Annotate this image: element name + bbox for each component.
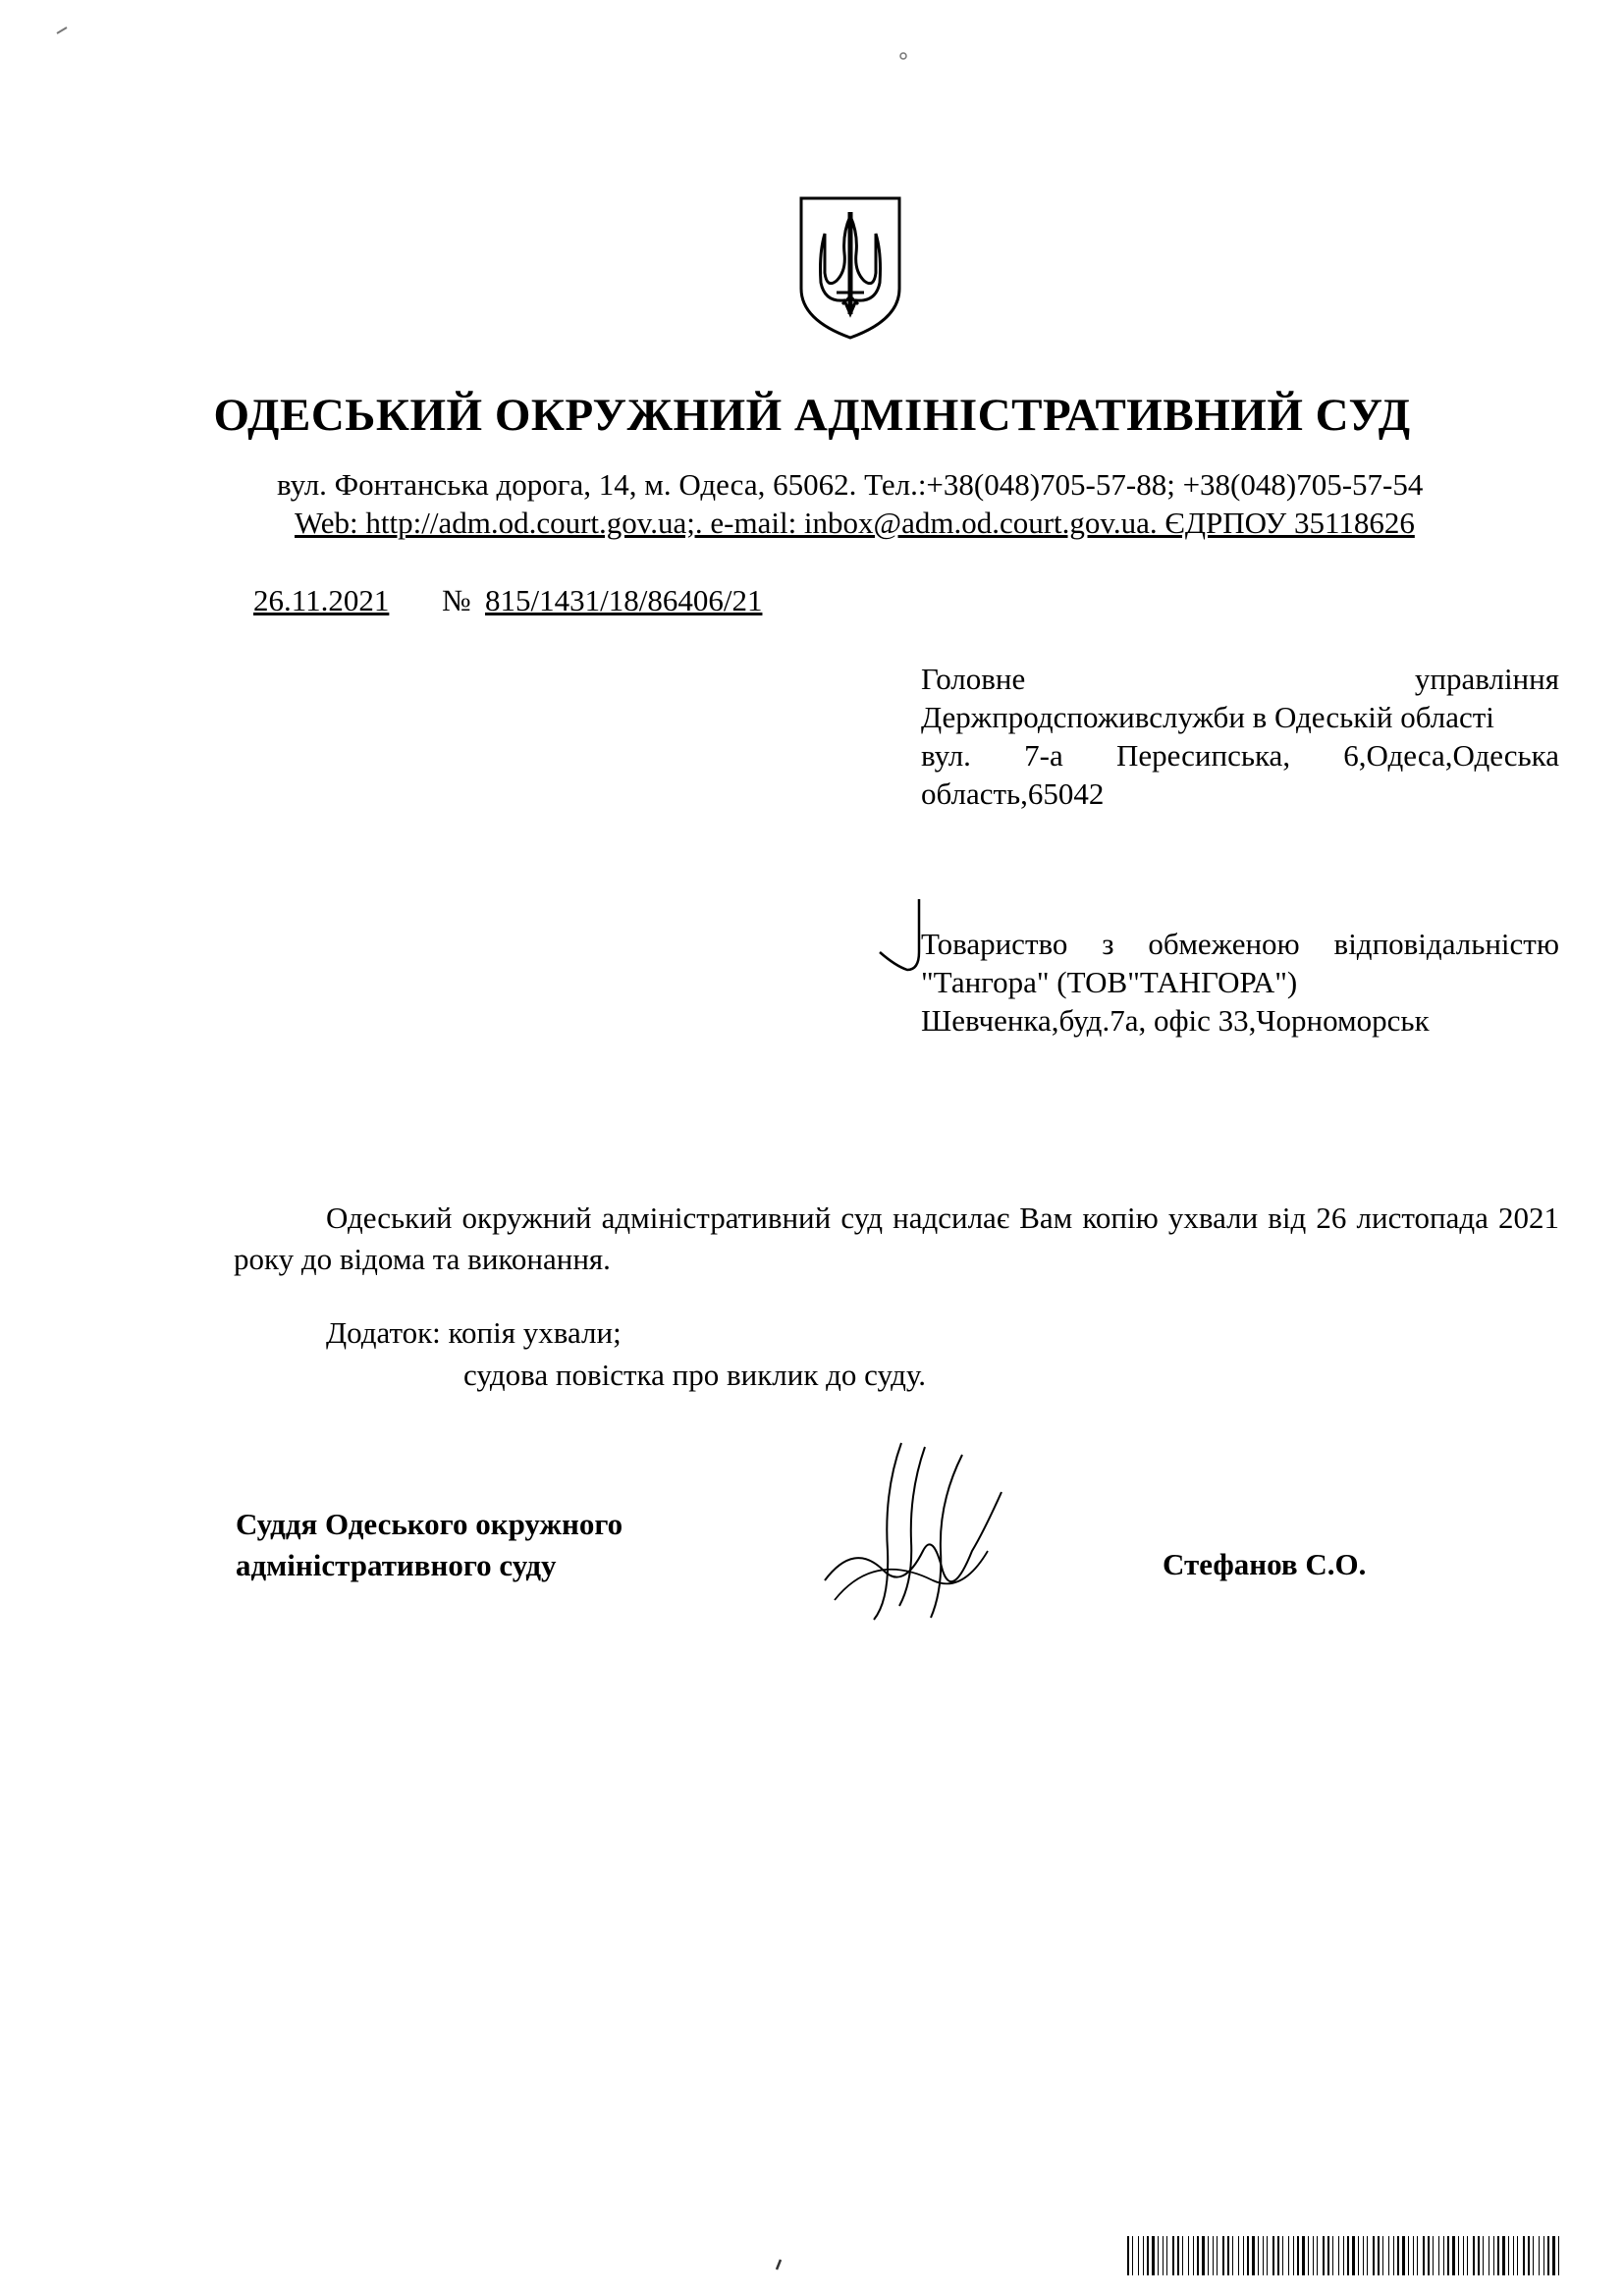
handwritten-signature bbox=[815, 1433, 1031, 1629]
barcode-bar bbox=[1393, 2236, 1394, 2275]
barcode-bar bbox=[1158, 2236, 1159, 2275]
barcode-bar bbox=[1558, 2236, 1559, 2275]
barcode-bar bbox=[1478, 2236, 1480, 2275]
barcode-bar bbox=[1483, 2236, 1484, 2275]
attachment-line-2: судова повістка про виклик до суду. bbox=[463, 1358, 926, 1392]
barcode-bar bbox=[1413, 2236, 1414, 2275]
barcode-bar bbox=[1358, 2236, 1359, 2275]
recipient-1-line-1-left: Головне bbox=[921, 662, 1026, 696]
barcode-bar bbox=[1388, 2236, 1389, 2275]
barcode-bar bbox=[1428, 2236, 1430, 2275]
judge-name: Стефанов С.О. bbox=[1163, 1547, 1367, 1581]
barcode-bar bbox=[1347, 2236, 1349, 2275]
barcode-bar bbox=[1313, 2236, 1314, 2275]
barcode-bar bbox=[1417, 2236, 1418, 2275]
barcode-bar bbox=[1132, 2236, 1133, 2275]
barcode-bar bbox=[1452, 2236, 1455, 2275]
barcode-bar bbox=[1302, 2236, 1305, 2275]
barcode-bar bbox=[1258, 2236, 1259, 2275]
recipient-1-line-2: Держпродспоживслужби в Одеській області bbox=[921, 700, 1494, 734]
barcode-bar bbox=[1213, 2236, 1214, 2275]
barcode-bar bbox=[1227, 2236, 1229, 2275]
barcode-bar bbox=[1397, 2236, 1399, 2275]
barcode-bar bbox=[1497, 2236, 1499, 2275]
barcode-bar bbox=[1288, 2236, 1289, 2275]
recipient-1 bbox=[921, 660, 1559, 813]
scan-mark bbox=[897, 51, 909, 61]
barcode-bar bbox=[1143, 2236, 1144, 2275]
coat-of-arms-icon bbox=[797, 194, 903, 342]
barcode-bar bbox=[1447, 2236, 1449, 2275]
barcode-bar bbox=[1402, 2236, 1405, 2275]
barcode-bar bbox=[1493, 2236, 1494, 2275]
barcode-bar bbox=[1217, 2236, 1218, 2275]
barcode-bar bbox=[1308, 2236, 1309, 2275]
barcode-bar bbox=[1352, 2236, 1355, 2275]
barcode-bar bbox=[1147, 2236, 1149, 2275]
barcode-bar bbox=[1238, 2236, 1239, 2275]
barcode-bar bbox=[1172, 2236, 1174, 2275]
court-address: вул. Фонтанська дорога, 14, м. Одеса, 65062. Тел.:+38(048)705-57-88; +38(048)705-57-54 bbox=[277, 467, 1424, 502]
barcode-bar bbox=[1127, 2236, 1129, 2275]
court-web-contacts: Web: http://adm.od.court.gov.ua;. e-mail: inbox@adm.od.court.gov.ua. ЄДРПОУ 35118626 bbox=[295, 506, 1415, 540]
barcode-bar bbox=[1473, 2236, 1475, 2275]
outgoing-date: 26.11.2021 bbox=[253, 583, 390, 617]
barcode-bar bbox=[1208, 2236, 1209, 2275]
barcode-bar bbox=[1152, 2236, 1155, 2275]
recipient-1-line-4: область,65042 bbox=[921, 776, 1105, 811]
barcode-bar bbox=[1202, 2236, 1205, 2275]
barcode-bar bbox=[1247, 2236, 1249, 2275]
handwritten-checkmark-icon bbox=[876, 895, 923, 976]
barcode-bar bbox=[1463, 2236, 1464, 2275]
barcode-bar bbox=[1438, 2236, 1439, 2275]
recipient-2-line-2: "Тангора" (ТОВ"ТАНГОРА") bbox=[921, 965, 1298, 999]
attachment-line-1: Додаток: копія ухвали; bbox=[326, 1315, 622, 1350]
barcode-bar bbox=[1252, 2236, 1255, 2275]
barcode-bar bbox=[1443, 2236, 1444, 2275]
barcode-bar bbox=[1272, 2236, 1274, 2275]
barcode bbox=[1127, 2236, 1565, 2275]
court-name: ОДЕСЬКИЙ ОКРУЖНИЙ АДМІНІСТРАТИВНИЙ СУД bbox=[213, 390, 1411, 441]
scan-mark bbox=[774, 2258, 784, 2271]
barcode-bar bbox=[1373, 2236, 1375, 2275]
barcode-bar bbox=[1317, 2236, 1318, 2275]
barcode-bar bbox=[1367, 2236, 1368, 2275]
letter-body-paragraph: Одеський окружний адміністративний суд надсилає Вам копію ухвали від 26 листопада 2021 року до відома та виконання. bbox=[234, 1201, 1559, 1276]
judge-title bbox=[236, 1504, 623, 1586]
barcode-bar bbox=[1408, 2236, 1409, 2275]
barcode-bar bbox=[1539, 2236, 1540, 2275]
barcode-bar bbox=[1182, 2236, 1183, 2275]
barcode-bar bbox=[1517, 2236, 1518, 2275]
barcode-bar bbox=[1458, 2236, 1459, 2275]
recipient-1-line-1 bbox=[921, 660, 1559, 698]
barcode-bar bbox=[1138, 2236, 1139, 2275]
barcode-bar bbox=[1332, 2236, 1333, 2275]
outgoing-number: 815/1431/18/86406/21 bbox=[485, 583, 763, 617]
barcode-bar bbox=[1222, 2236, 1224, 2275]
barcode-bar bbox=[1323, 2236, 1325, 2275]
barcode-bar bbox=[1552, 2236, 1555, 2275]
barcode-bar bbox=[1243, 2236, 1244, 2275]
barcode-bar bbox=[1502, 2236, 1505, 2275]
barcode-bar bbox=[1378, 2236, 1380, 2275]
barcode-bar bbox=[1528, 2236, 1530, 2275]
barcode-bar bbox=[1543, 2236, 1544, 2275]
barcode-bar bbox=[1338, 2236, 1339, 2275]
barcode-bar bbox=[1197, 2236, 1199, 2275]
barcode-bar bbox=[1508, 2236, 1509, 2275]
barcode-bar bbox=[1163, 2236, 1164, 2275]
barcode-bar bbox=[1263, 2236, 1264, 2275]
barcode-bar bbox=[1177, 2236, 1179, 2275]
barcode-bar bbox=[1513, 2236, 1514, 2275]
barcode-bar bbox=[1166, 2236, 1167, 2275]
judge-title-line-1: Суддя Одеського окружного bbox=[236, 1507, 623, 1541]
scan-mark bbox=[55, 26, 69, 35]
barcode-bar bbox=[1232, 2236, 1233, 2275]
recipient-1-line-1-right: управління bbox=[1414, 662, 1559, 696]
outgoing-number-sign: № bbox=[442, 583, 471, 617]
barcode-bar bbox=[1423, 2236, 1425, 2275]
barcode-bar bbox=[1267, 2236, 1268, 2275]
barcode-bar bbox=[1467, 2236, 1468, 2275]
barcode-bar bbox=[1382, 2236, 1383, 2275]
barcode-bar bbox=[1282, 2236, 1283, 2275]
judge-title-line-2: адміністративного суду bbox=[236, 1548, 557, 1582]
recipient-1-line-3: вул. 7-а Пересипська, 6,Одеса,Одеська bbox=[921, 738, 1559, 773]
barcode-bar bbox=[1277, 2236, 1279, 2275]
barcode-bar bbox=[1547, 2236, 1549, 2275]
recipient-2-line-3: Шевченка,буд.7а, офіс 33,Чорноморськ bbox=[921, 1003, 1430, 1038]
barcode-bar bbox=[1193, 2236, 1194, 2275]
barcode-bar bbox=[1533, 2236, 1534, 2275]
barcode-bar bbox=[1363, 2236, 1364, 2275]
recipient-2 bbox=[921, 925, 1559, 1040]
barcode-bar bbox=[1293, 2236, 1294, 2275]
barcode-bar bbox=[1343, 2236, 1344, 2275]
barcode-bar bbox=[1433, 2236, 1434, 2275]
barcode-bar bbox=[1188, 2236, 1189, 2275]
recipient-2-line-1: Товариство з обмеженою відповідальністю bbox=[921, 927, 1559, 961]
barcode-bar bbox=[1523, 2236, 1525, 2275]
barcode-bar bbox=[1297, 2236, 1299, 2275]
barcode-bar bbox=[1327, 2236, 1329, 2275]
